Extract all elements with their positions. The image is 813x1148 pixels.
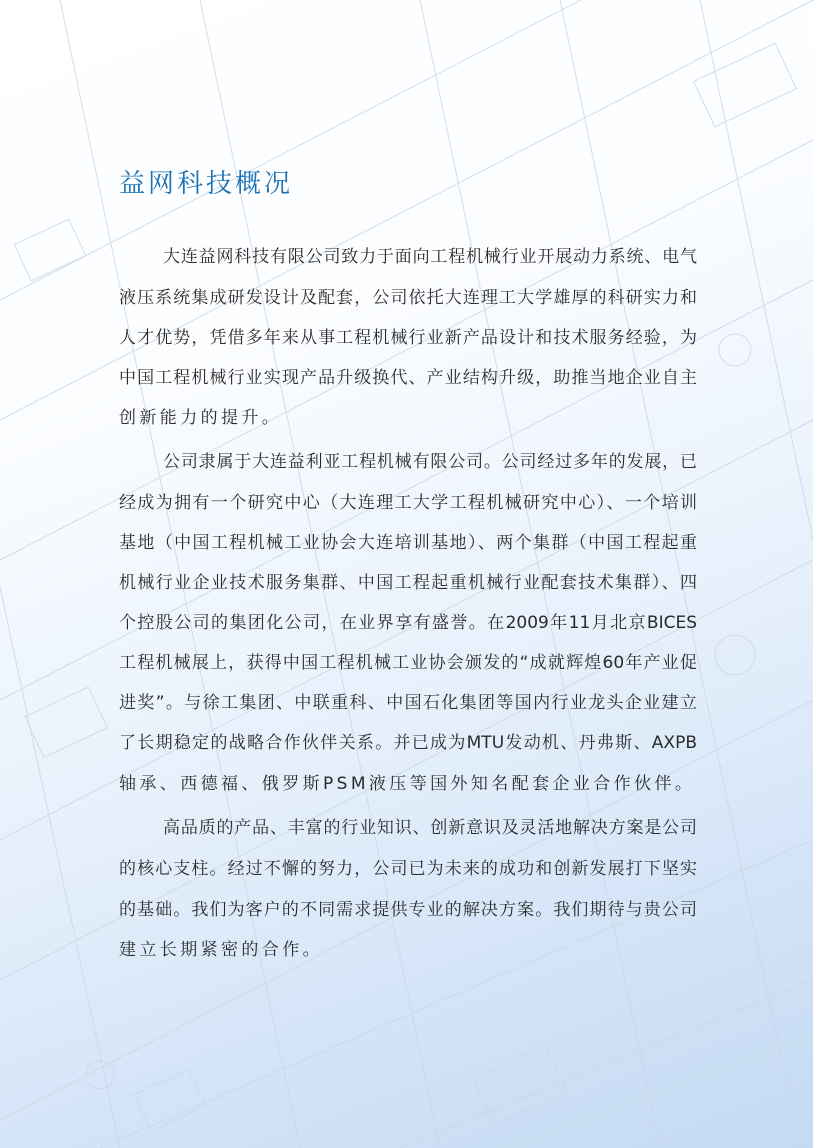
paragraph-2-line: 公司隶属于大连益利亚工程机械有限公司。公司经过多年的发展，已 — [163, 452, 697, 472]
paragraph-3-line: 高品质的产品、丰富的行业知识、创新意识及灵活地解决方案是公司 — [163, 818, 697, 838]
paragraph-2-line: 了长期稳定的战略合作伙伴关系。并已成为MTU发动机、丹弗斯、AXPB — [119, 733, 697, 753]
paragraph-1-line: 中国工程机械行业实现产品升级换代、产业结构升级，助推当地企业自主 — [119, 368, 697, 388]
paragraph-1-line: 液压系统集成研发设计及配套，公司依托大连理工大学雄厚的科研实力和 — [119, 288, 697, 308]
paragraph-2-line: 经成为拥有一个研究中心（大连理工大学工程机械研究中心）、一个培训 — [119, 493, 697, 513]
paragraph-1-line: 大连益网科技有限公司致力于面向工程机械行业开展动力系统、电气 — [163, 247, 697, 267]
paragraph-2-line: 进奖”。与徐工集团、中联重科、中国石化集团等国内行业龙头企业建立 — [119, 693, 697, 713]
paragraph-2-line: 基地（中国工程机械工业协会大连培训基地）、两个集群（中国工程起重 — [119, 533, 697, 553]
paragraph-1-line: 人才优势，凭借多年来从事工程机械行业新产品设计和技术服务经验，为 — [119, 328, 697, 348]
paragraph-2-line: 轴承、西德福、俄罗斯PSM液压等国外知名配套企业合作伙伴。 — [119, 774, 696, 794]
paragraph-2-line: 个控股公司的集团化公司，在业界享有盛誉。在2009年11月北京BICES — [119, 613, 697, 633]
page-title: 益网科技概况 — [119, 169, 294, 199]
paragraph-1-line: 创新能力的提升。 — [119, 408, 283, 428]
paragraph-2-line: 工程机械展上，获得中国工程机械工业协会颁发的“成就辉煌60年产业促 — [119, 653, 697, 673]
paragraph-3-line: 的基础。我们为客户的不同需求提供专业的解决方案。我们期待与贵公司 — [119, 900, 697, 920]
paragraph-3-line: 的核心支柱。经过不懈的努力，公司已为未来的成功和创新发展打下坚实 — [119, 859, 697, 879]
paragraph-3-line: 建立长期紧密的合作。 — [119, 940, 323, 960]
paragraph-2-line: 机械行业企业技术服务集群、中国工程起重机械行业配套技术集群）、四 — [119, 573, 697, 593]
